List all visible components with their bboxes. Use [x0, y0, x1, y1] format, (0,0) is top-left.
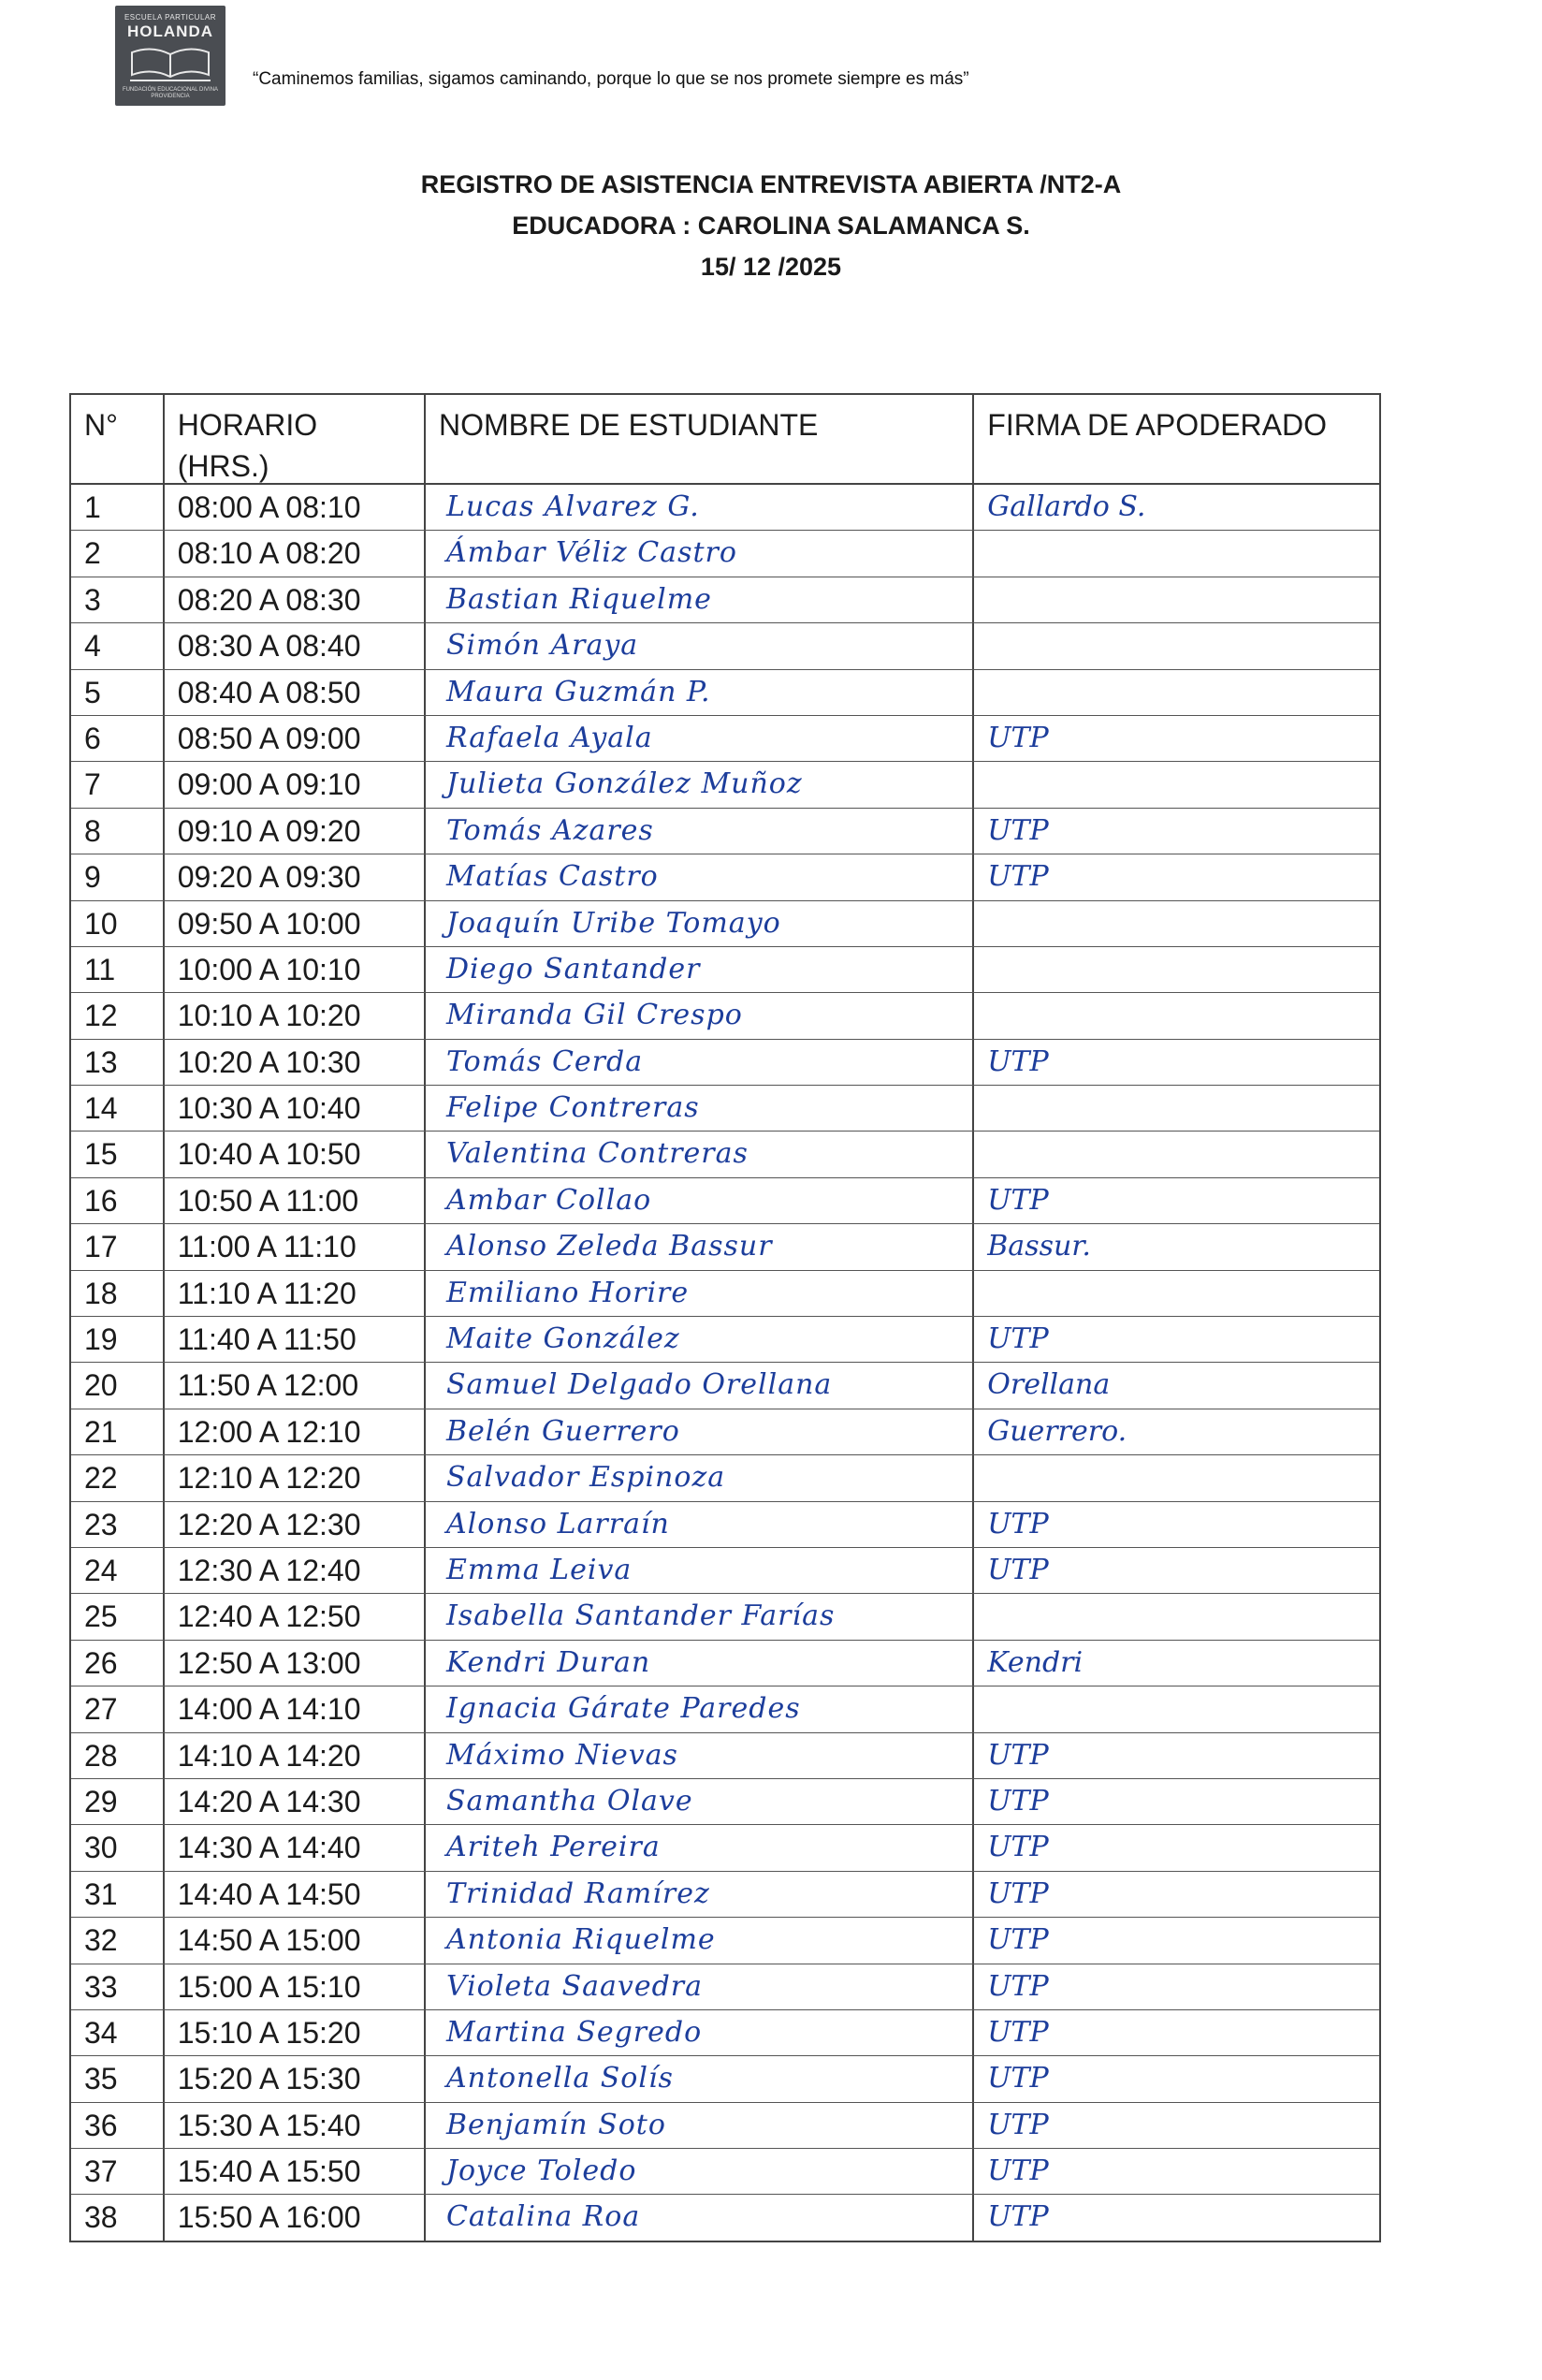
header-number: N° [71, 395, 165, 483]
row-student-name: Joaquín Uribe Tomayo [426, 901, 974, 946]
row-signature: UTP [987, 1507, 1049, 1540]
header-guardian-signature: FIRMA DE APODERADO [987, 408, 1327, 442]
row-student-name: Tomás Cerda [426, 1040, 974, 1085]
row-time: 10:50 A 11:00 [165, 1178, 426, 1223]
table-row [71, 1779, 1379, 1825]
row-time: 15:00 A 15:10 [165, 1964, 426, 2009]
row-number: 31 [71, 1872, 165, 1917]
row-signature [974, 901, 1379, 946]
logo-bottom-text: FUNDACIÓN EDUCACIONAL DIVINA PROVIDENCIA [122, 87, 219, 99]
table-row [71, 854, 1379, 900]
motto: “Caminemos familias, sigamos caminando, porque lo que se nos promete siempre es más” [253, 69, 969, 89]
row-number: 8 [71, 809, 165, 854]
row-signature: UTP [987, 1322, 1049, 1356]
row-number: 17 [71, 1224, 165, 1269]
row-student-name: Violeta Saavedra [426, 1964, 974, 2009]
table-row [71, 1825, 1379, 1871]
row-student-name: Máximo Nievas [426, 1733, 974, 1778]
table-row [71, 1918, 1379, 1964]
row-time: 09:00 A 09:10 [165, 762, 426, 807]
row-signature [974, 947, 1379, 992]
table-row [71, 1872, 1379, 1918]
table-row [71, 1178, 1379, 1224]
row-number: 21 [71, 1409, 165, 1454]
title-date: 15/ 12 /2025 [700, 253, 842, 281]
table-row [71, 2103, 1379, 2149]
row-signature: Bassur. [987, 1230, 1091, 1263]
row-signature [974, 1086, 1379, 1131]
row-time: 08:50 A 09:00 [165, 716, 426, 761]
table-row [71, 1733, 1379, 1779]
row-number: 11 [71, 947, 165, 992]
table-row [71, 1964, 1379, 2010]
header-student-name: NOMBRE DE ESTUDIANTE [426, 395, 974, 483]
row-number: 28 [71, 1733, 165, 1778]
row-student-name: Emiliano Horire [426, 1271, 974, 1316]
row-number: 4 [71, 623, 165, 668]
table-row [71, 531, 1379, 577]
row-time: 12:30 A 12:40 [165, 1548, 426, 1593]
row-signature: UTP [987, 2200, 1049, 2234]
row-number: 6 [71, 716, 165, 761]
row-signature: UTP [987, 2154, 1049, 2188]
row-number: 2 [71, 531, 165, 576]
row-signature: UTP [987, 721, 1049, 754]
row-time: 10:20 A 10:30 [165, 1040, 426, 1085]
table-body [71, 485, 1379, 2241]
row-student-name: Julieta González Muñoz [426, 762, 974, 807]
row-number: 27 [71, 1686, 165, 1731]
table-row [71, 1686, 1379, 1732]
table-row [71, 1040, 1379, 1086]
row-time: 14:40 A 14:50 [165, 1872, 426, 1917]
table-row [71, 1409, 1379, 1455]
row-signature: UTP [987, 1923, 1049, 1957]
table-row [71, 1502, 1379, 1548]
row-student-name: Joyce Toledo [426, 2149, 974, 2194]
row-time: 10:00 A 10:10 [165, 947, 426, 992]
row-student-name: Alonso Zeleda Bassur [426, 1224, 974, 1269]
document-title [0, 164, 1542, 287]
row-student-name: Samuel Delgado Orellana [426, 1363, 974, 1408]
row-student-name: Ámbar Véliz Castro [426, 531, 974, 576]
row-student-name: Miranda Gil Crespo [426, 993, 974, 1038]
row-student-name: Ariteh Pereira [426, 1825, 974, 1870]
row-number: 16 [71, 1178, 165, 1223]
row-signature: UTP [987, 1738, 1049, 1772]
row-student-name: Maura Guzmán P. [426, 670, 974, 715]
row-number: 37 [71, 2149, 165, 2194]
row-student-name: Antonella Solís [426, 2056, 974, 2101]
row-number: 29 [71, 1779, 165, 1824]
row-time: 11:10 A 11:20 [165, 1271, 426, 1316]
row-student-name: Samantha Olave [426, 1779, 974, 1824]
row-student-name: Diego Santander [426, 947, 974, 992]
row-student-name: Kendri Duran [426, 1641, 974, 1686]
row-time: 08:20 A 08:30 [165, 577, 426, 622]
row-time: 11:50 A 12:00 [165, 1363, 426, 1408]
row-signature: UTP [987, 1553, 1049, 1586]
row-time: 10:30 A 10:40 [165, 1086, 426, 1131]
row-number: 26 [71, 1641, 165, 1686]
table-row [71, 2056, 1379, 2102]
row-student-name: Tomás Azares [426, 809, 974, 854]
table-row [71, 485, 1379, 531]
row-number: 1 [71, 485, 165, 530]
row-signature: Kendri [987, 1645, 1084, 1679]
row-number: 30 [71, 1825, 165, 1870]
row-signature: UTP [987, 2015, 1049, 2049]
row-signature: UTP [987, 2062, 1049, 2095]
logo-name: HOLANDA [127, 22, 213, 40]
row-time: 15:10 A 15:20 [165, 2010, 426, 2055]
row-time: 09:10 A 09:20 [165, 809, 426, 854]
row-student-name: Isabella Santander Farías [426, 1594, 974, 1639]
table-row [71, 947, 1379, 993]
table-row [71, 2010, 1379, 2056]
header-horario [165, 395, 426, 483]
title-line-1: REGISTRO DE ASISTENCIA ENTREVISTA ABIERTA /NT2-A [420, 170, 1122, 198]
row-signature: UTP [987, 1183, 1049, 1217]
row-signature [974, 670, 1379, 715]
row-student-name: Felipe Contreras [426, 1086, 974, 1131]
table-row [71, 1086, 1379, 1132]
row-number: 32 [71, 1918, 165, 1963]
row-signature: UTP [987, 1044, 1049, 1078]
table-row [71, 2149, 1379, 2195]
row-number: 35 [71, 2056, 165, 2101]
row-number: 10 [71, 901, 165, 946]
row-signature: UTP [987, 813, 1049, 847]
row-signature [974, 993, 1379, 1038]
row-student-name: Valentina Contreras [426, 1132, 974, 1176]
table-row [71, 1132, 1379, 1177]
row-number: 3 [71, 577, 165, 622]
table-row [71, 623, 1379, 669]
school-logo [115, 6, 225, 106]
table-row [71, 809, 1379, 854]
row-time: 15:20 A 15:30 [165, 2056, 426, 2101]
row-signature: Gallardo S. [987, 490, 1146, 523]
table-row [71, 901, 1379, 947]
row-number: 22 [71, 1455, 165, 1500]
table-row [71, 762, 1379, 808]
row-student-name: Martina Segredo [426, 2010, 974, 2055]
attendance-table [69, 393, 1381, 2242]
row-time: 12:00 A 12:10 [165, 1409, 426, 1454]
row-time: 09:50 A 10:00 [165, 901, 426, 946]
row-time: 08:00 A 08:10 [165, 485, 426, 530]
row-number: 38 [71, 2195, 165, 2240]
table-row [71, 1224, 1379, 1270]
row-time: 12:50 A 13:00 [165, 1641, 426, 1686]
table-header [71, 395, 1379, 485]
row-time: 11:40 A 11:50 [165, 1317, 426, 1362]
table-row [71, 670, 1379, 716]
row-student-name: Belén Guerrero [426, 1409, 974, 1454]
row-student-name: Alonso Larraín [426, 1502, 974, 1547]
row-time: 11:00 A 11:10 [165, 1224, 426, 1269]
table-row [71, 1271, 1379, 1317]
table-row [71, 1548, 1379, 1594]
row-signature [974, 1271, 1379, 1316]
row-student-name: Lucas Alvarez G. [426, 485, 974, 530]
row-number: 13 [71, 1040, 165, 1085]
row-number: 18 [71, 1271, 165, 1316]
row-number: 33 [71, 1964, 165, 2009]
row-student-name: Salvador Espinoza [426, 1455, 974, 1500]
row-signature [974, 531, 1379, 576]
table-row [71, 993, 1379, 1039]
row-student-name: Maite González [426, 1317, 974, 1362]
row-number: 23 [71, 1502, 165, 1547]
row-number: 7 [71, 762, 165, 807]
header-horario-unit: (HRS.) [177, 449, 269, 483]
row-signature: Guerrero. [987, 1414, 1127, 1448]
row-time: 09:20 A 09:30 [165, 854, 426, 899]
row-student-name: Trinidad Ramírez [426, 1872, 974, 1917]
row-time: 14:20 A 14:30 [165, 1779, 426, 1824]
logo-top-text: ESCUELA PARTICULAR [124, 13, 217, 22]
row-number: 36 [71, 2103, 165, 2148]
row-time: 12:20 A 12:30 [165, 1502, 426, 1547]
row-signature [974, 762, 1379, 807]
row-signature: Orellana [987, 1368, 1111, 1402]
table-row [71, 1317, 1379, 1363]
row-student-name: Rafaela Ayala [426, 716, 974, 761]
row-time: 14:30 A 14:40 [165, 1825, 426, 1870]
table-row [71, 1641, 1379, 1686]
row-number: 9 [71, 854, 165, 899]
row-time: 14:00 A 14:10 [165, 1686, 426, 1731]
row-student-name: Bastian Riquelme [426, 577, 974, 622]
row-student-name: Antonia Riquelme [426, 1918, 974, 1963]
row-time: 08:40 A 08:50 [165, 670, 426, 715]
row-time: 15:50 A 16:00 [165, 2195, 426, 2240]
row-student-name: Matías Castro [426, 854, 974, 899]
row-student-name: Ignacia Gárate Paredes [426, 1686, 974, 1731]
row-student-name: Ambar Collao [426, 1178, 974, 1223]
row-signature [974, 1455, 1379, 1500]
row-time: 12:10 A 12:20 [165, 1455, 426, 1500]
row-number: 19 [71, 1317, 165, 1362]
row-number: 14 [71, 1086, 165, 1131]
row-student-name: Simón Araya [426, 623, 974, 668]
row-number: 5 [71, 670, 165, 715]
row-number: 25 [71, 1594, 165, 1639]
row-student-name: Emma Leiva [426, 1548, 974, 1593]
row-time: 15:30 A 15:40 [165, 2103, 426, 2148]
row-time: 12:40 A 12:50 [165, 1594, 426, 1639]
row-signature: UTP [987, 1831, 1049, 1864]
row-signature [974, 623, 1379, 668]
row-time: 14:50 A 15:00 [165, 1918, 426, 1963]
row-signature: UTP [987, 2108, 1049, 2141]
header-horario-label: HORARIO [177, 408, 318, 442]
row-signature: UTP [987, 1969, 1049, 2003]
title-line-2: EDUCADORA : CAROLINA SALAMANCA S. [512, 212, 1030, 240]
row-time: 10:10 A 10:20 [165, 993, 426, 1038]
table-row [71, 1594, 1379, 1640]
table-row [71, 1363, 1379, 1409]
table-row [71, 716, 1379, 762]
row-time: 14:10 A 14:20 [165, 1733, 426, 1778]
table-row [71, 2195, 1379, 2240]
row-signature [974, 1594, 1379, 1639]
row-number: 20 [71, 1363, 165, 1408]
row-signature: UTP [987, 860, 1049, 894]
row-number: 34 [71, 2010, 165, 2055]
row-time: 10:40 A 10:50 [165, 1132, 426, 1176]
row-time: 15:40 A 15:50 [165, 2149, 426, 2194]
row-student-name: Catalina Roa [426, 2195, 974, 2240]
row-number: 15 [71, 1132, 165, 1176]
row-time: 08:30 A 08:40 [165, 623, 426, 668]
table-row [71, 577, 1379, 623]
row-number: 12 [71, 993, 165, 1038]
row-signature [974, 577, 1379, 622]
table-row [71, 1455, 1379, 1501]
row-number: 24 [71, 1548, 165, 1593]
row-signature [974, 1132, 1379, 1176]
row-signature [974, 1686, 1379, 1731]
row-signature: UTP [987, 1784, 1049, 1818]
row-signature: UTP [987, 1876, 1049, 1910]
row-time: 08:10 A 08:20 [165, 531, 426, 576]
open-book-icon [128, 43, 212, 84]
row-student-name: Benjamín Soto [426, 2103, 974, 2148]
